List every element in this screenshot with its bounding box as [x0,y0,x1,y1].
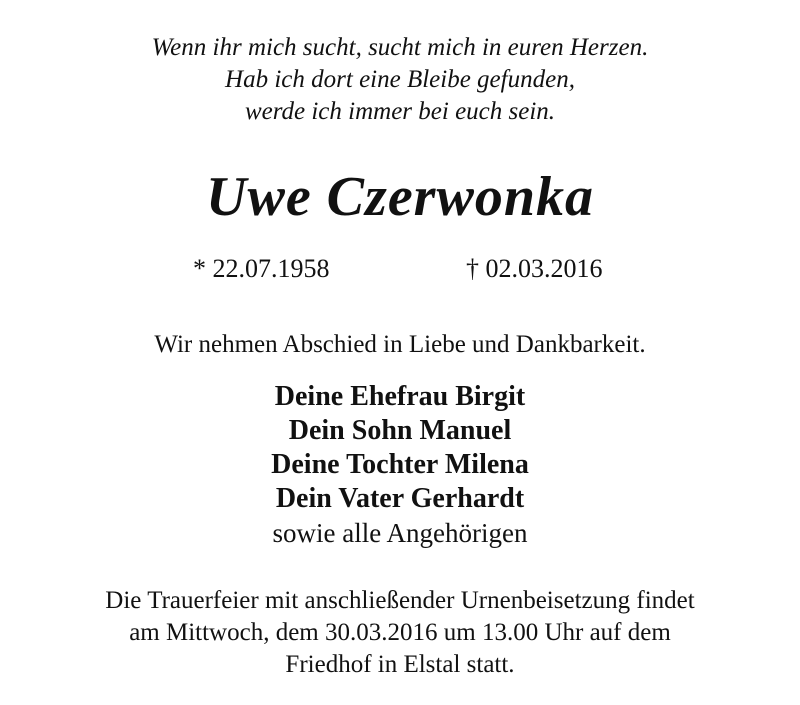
birth-date: * 22.07.1958 [193,254,330,283]
memorial-poem [0,32,800,128]
poem-line: werde ich immer bei euch sein. [244,98,556,125]
mourner-name: Dein Sohn Manuel [288,415,512,446]
ceremony-line: Friedhof in Elstal statt. [285,651,515,678]
deceased-name: Uwe Czerwonka [206,166,594,228]
ceremony-line: am Mittwoch, dem 30.03.2016 um 13.00 Uhr auf dem [129,619,671,646]
ceremony-line: Die Trauerfeier mit anschließender Urnenbeisetzung findet [105,587,695,614]
poem-line: Hab ich dort eine Bleibe gefunden, [225,66,575,93]
poem-line: Wenn ihr mich sucht, sucht mich in euren Herzen. [151,34,649,61]
farewell-line: Wir nehmen Abschied in Liebe und Dankbarkeit. [154,331,646,358]
mourner-name: Dein Vater Gerhardt [275,483,525,514]
ceremony-details [0,585,800,681]
relatives-line: sowie alle Angehörigen [272,518,528,548]
mourner-name: Deine Ehefrau Birgit [274,381,526,412]
mourners-list [0,380,800,550]
death-date: † 02.03.2016 [466,254,603,283]
mourner-name: Deine Tochter Milena [271,449,529,480]
